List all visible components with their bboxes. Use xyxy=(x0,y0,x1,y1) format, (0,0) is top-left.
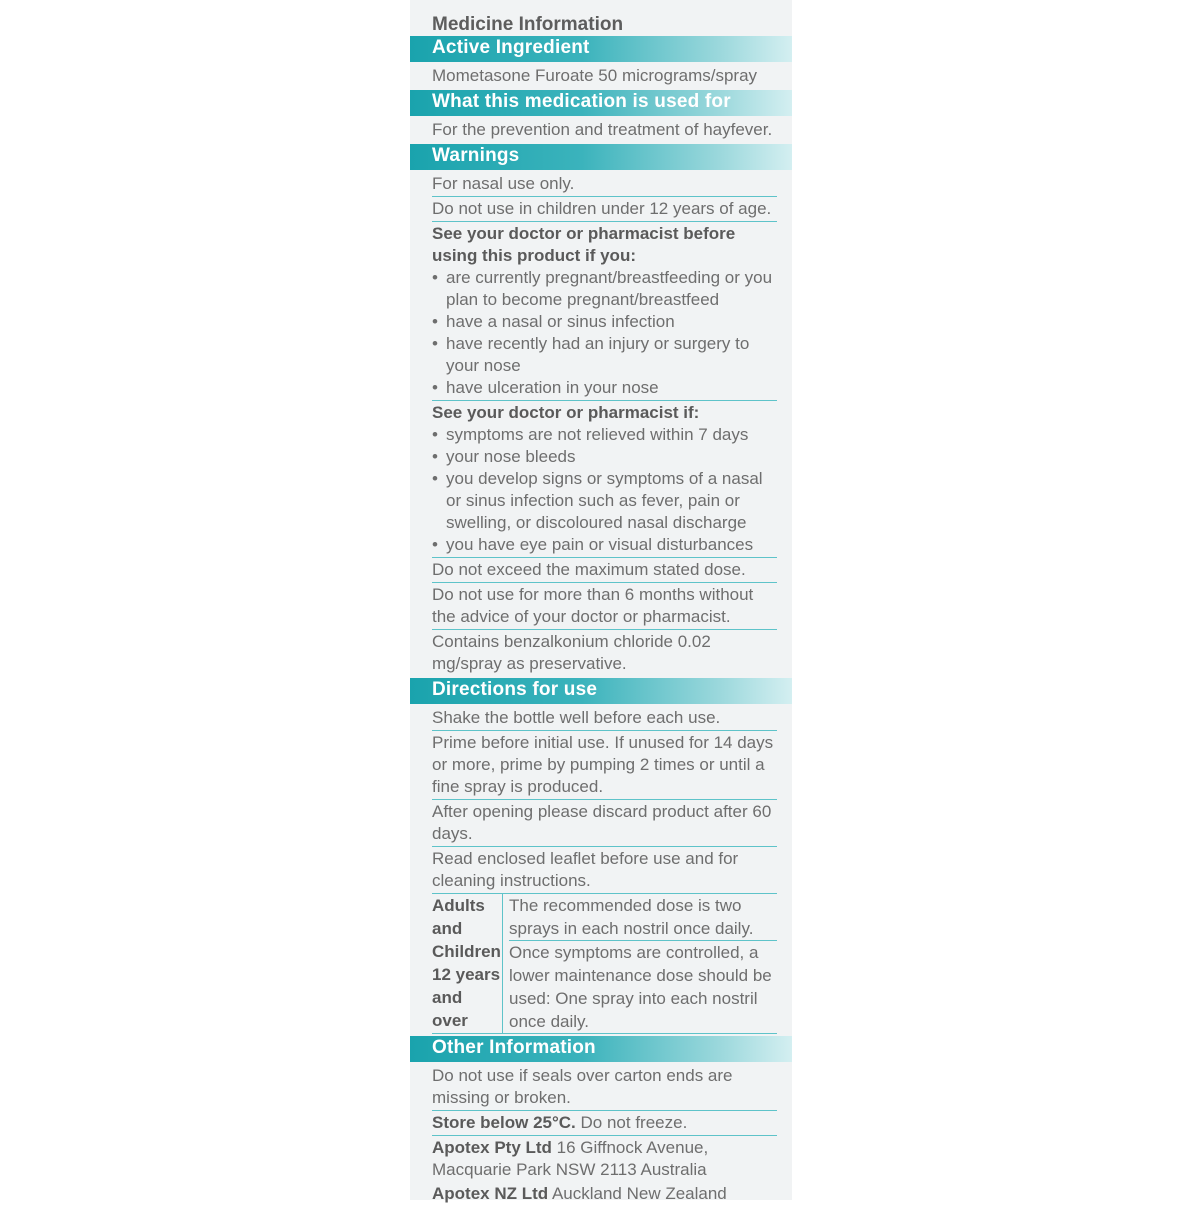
list-item: • you develop signs or symptoms of a nasal or sinus infection such as fever, pain or swelling, or discoloured nasal discharge xyxy=(432,468,777,534)
list-item: • your nose bleeds xyxy=(432,446,777,468)
warning-children: Do not use in children under 12 years of age. xyxy=(432,197,777,222)
warning-before-use-title: See your doctor or pharmacist before using this product if you: xyxy=(432,224,736,265)
used-for-text: For the prevention and treatment of hayfever. xyxy=(432,120,773,139)
active-ingredient-heading: Active Ingredient xyxy=(410,36,792,62)
active-ingredient-text: Mometasone Furoate 50 micrograms/spray xyxy=(432,66,758,85)
other-company-nz xyxy=(432,1182,777,1206)
storage-note: Do not freeze. xyxy=(575,1113,688,1132)
warning-see-doctor-section xyxy=(432,401,777,558)
dosage-audience: Adults and Children 12 years and over xyxy=(432,894,503,1033)
direction-prime: Prime before initial use. If unused for 14 days or more, prime by pumping 2 times or until a fine spray is produced. xyxy=(432,731,777,800)
dosage-maintenance: Once symptoms are controlled, a lower maintenance dose should be used: One spray into each nostril once daily. xyxy=(509,943,772,1031)
used-for-heading: What this medication is used for xyxy=(410,90,792,116)
other-company-au xyxy=(432,1136,777,1182)
dosage-recommended: The recommended dose is two sprays in each nostril once daily. xyxy=(509,894,777,941)
list-item: • have ulceration in your nose xyxy=(432,377,777,399)
other-storage xyxy=(432,1111,777,1136)
directions-heading: Directions for use xyxy=(410,678,792,704)
list-item: • symptoms are not relieved within 7 days xyxy=(432,424,777,446)
list-item: • have a nasal or sinus infection xyxy=(432,311,777,333)
warning-duration: Do not use for more than 6 months without the advice of your doctor or pharmacist. xyxy=(432,583,777,630)
dosage-instructions xyxy=(503,894,777,1033)
direction-leaflet: Read enclosed leaflet before use and for cleaning instructions. xyxy=(432,847,777,894)
direction-discard: After opening please discard product after 60 days. xyxy=(432,800,777,847)
warnings-heading: Warnings xyxy=(410,144,792,170)
other-information-heading: Other Information xyxy=(410,1036,792,1062)
warning-nasal-use: For nasal use only. xyxy=(432,172,777,197)
dosage-table xyxy=(432,894,777,1034)
list-item: • have recently had an injury or surgery to your nose xyxy=(432,333,777,377)
other-seals: Do not use if seals over carton ends are missing or broken. xyxy=(432,1064,777,1111)
warning-preservative: Contains benzalkonium chloride 0.02 mg/spray as preservative. xyxy=(432,632,711,673)
warning-see-doctor-title: See your doctor or pharmacist if: xyxy=(432,403,700,422)
company-au-name: Apotex Pty Ltd xyxy=(432,1138,552,1157)
medicine-information-panel xyxy=(410,10,792,1206)
company-au-address: 16 Giffnock Avenue, Macquarie Park NSW 2113 Australia xyxy=(432,1138,709,1179)
panel-title: Medicine Information xyxy=(432,14,624,35)
storage-temperature: Store below 25°C. xyxy=(432,1113,576,1132)
warning-before-use-section xyxy=(432,222,777,401)
direction-shake: Shake the bottle well before each use. xyxy=(432,706,777,731)
warning-max-dose: Do not exceed the maximum stated dose. xyxy=(432,558,777,583)
company-nz-name: Apotex NZ Ltd xyxy=(432,1184,549,1203)
list-item: • you have eye pain or visual disturbances xyxy=(432,534,777,556)
list-item: • are currently pregnant/breastfeeding or you plan to become pregnant/breastfeed xyxy=(432,267,777,311)
company-nz-address: Auckland New Zealand xyxy=(548,1184,727,1203)
